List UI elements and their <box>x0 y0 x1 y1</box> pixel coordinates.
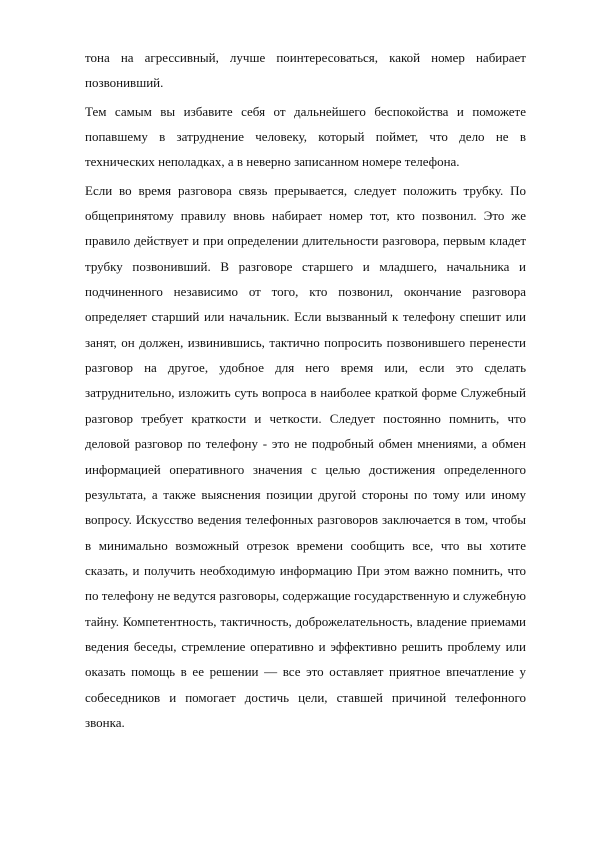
paragraph-1: тона на агрессивный, лучше поинтересоваться, какой номер набирает позвонивший. <box>85 50 526 91</box>
body-text <box>85 45 526 735</box>
paragraph-2: Тем самым вы избавите себя от дальнейшего беспокойства и поможете попавшему в затруднение человеку, который поймет, что дело не в технических неполадках, а в неверно записанном номере телефона. <box>85 103 526 170</box>
paragraph-3: Если во время разговора связь прерывается, следует положить трубку. По общепринятому правилу вновь набирает номер тот, кто позвонил. Это же правило действует и при определении длительности разговора, первым кладет трубку позвонивший. В разговоре старшего и младшего, начальника и подчиненного независимо от того, кто позвонил, окончание разговора определяет старший или начальник. Если вызванный к телефону спешит или занят, он должен, извинившись, тактично попросить позвонившего перенести разговор на другое, удобное для него время или, если это сделать затруднительно, изложить суть вопроса в наиболее краткой форме Служебный разговор требует краткости и четкости. Следует постоянно помнить, что деловой разговор по телефону - это не подробный обмен мнениями, а обмен информацией оперативного значения с целью достижения определенного результата, а также выяснения позиции другой стороны по тому или иному вопросу. Искусство ведения телефонных разговоров заключается в том, чтобы в минимально возможный отрезок времени сообщить все, что вы хотите сказать, и получить необходимую информацию При этом важно помнить, что по телефону не ведутся разговоры, содержащие государственную и служебную тайну. Компетентность, тактичность, доброжелательность, владение приемами ведения беседы, стремление оперативно и эффективно решить проблему или оказать помощь в ее решении — все это оставляет приятное впечатление у собеседников и помогает достичь цели, ставшей причиной телефонного звонка. <box>85 182 526 730</box>
